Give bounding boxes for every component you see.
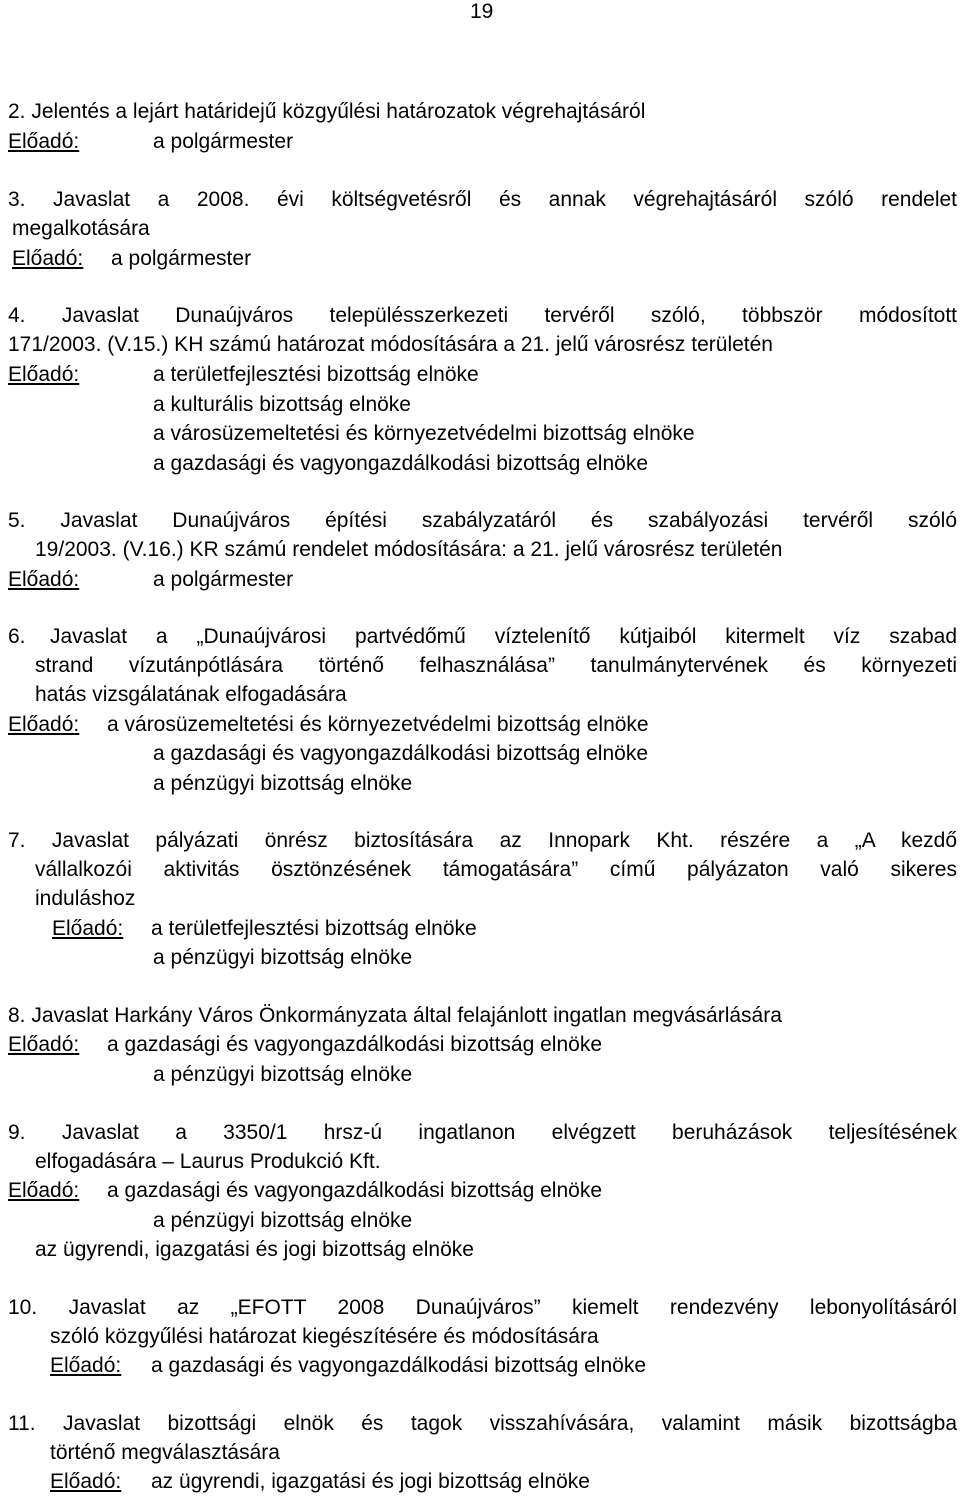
presenter-label: Előadó: [8, 130, 80, 153]
presenter-label: Előadó: [12, 247, 84, 270]
item-title-line: 4. Javaslat Dunaújváros településszerkezeti tervéről szóló, többször módosított [8, 304, 957, 327]
item-title-line: 3. Javaslat a 2008. évi költségvetésről és annak végrehajtásáról szóló rendelet [8, 188, 957, 211]
item-title-line: hatás vizsgálatának elfogadására [35, 683, 347, 706]
item-title-line: 8. Javaslat Harkány Város Önkormányzata által felajánlott ingatlan megvásárlására [8, 1004, 782, 1027]
presenter: a gazdasági és vagyongazdálkodási bizottság elnöke [153, 742, 649, 765]
presenter: az ügyrendi, igazgatási és jogi bizottság elnöke [151, 1470, 590, 1493]
presenter: a területfejlesztési bizottság elnöke [151, 917, 477, 940]
item-title-line: 5. Javaslat Dunaújváros építési szabályzatáról és szabályozási tervéről szóló [8, 509, 957, 532]
presenter: a pénzügyi bizottság elnöke [153, 1209, 413, 1232]
presenter: a gazdasági és vagyongazdálkodási bizottság elnöke [107, 1179, 603, 1202]
item-title-line: 19/2003. (V.16.) KR számú rendelet módosítására: a 21. jelű városrész területén [35, 538, 783, 561]
presenter-label: Előadó: [8, 1179, 80, 1202]
presenter: a polgármester [153, 568, 294, 591]
item-title-line: strand vízutánpótlására történő felhasználása” tanulmánytervének és környezeti [35, 654, 957, 677]
presenter: a városüzemeltetési és környezetvédelmi bizottság elnöke [107, 713, 649, 736]
presenter: az ügyrendi, igazgatási és jogi bizottság elnöke [35, 1238, 474, 1261]
item-title-line: Javaslat a „Dunaújvárosi partvédőmű víztelenítő kútjaiból kitermelt víz szabad [50, 625, 957, 648]
presenter: a pénzügyi bizottság elnöke [153, 1063, 413, 1086]
presenter: a gazdasági és vagyongazdálkodási bizottság elnöke [151, 1354, 647, 1377]
item-title-line: 2. Jelentés a lejárt határidejű közgyűlési határozatok végrehajtásáról [8, 100, 646, 123]
item-title-line: 10. Javaslat az „EFOTT 2008 Dunaújváros” kiemelt rendezvény lebonyolításáról [8, 1296, 957, 1319]
item-title-line: 171/2003. (V.15.) KH számú határozat módosítására a 21. jelű városrész területén [8, 333, 773, 356]
presenter-label: Előadó: [52, 917, 124, 940]
presenter: a gazdasági és vagyongazdálkodási bizottság elnöke [153, 452, 649, 475]
presenter-label: Előadó: [50, 1470, 122, 1493]
presenter-label: Előadó: [8, 713, 80, 736]
presenter: a polgármester [153, 130, 294, 153]
presenter-label: Előadó: [8, 363, 80, 386]
item-title-line: induláshoz [35, 887, 136, 910]
item-number: 6. [8, 625, 26, 648]
presenter-label: Előadó: [8, 568, 80, 591]
item-title-line: szóló közgyűlési határozat kiegészítésére és módosítására [50, 1325, 599, 1348]
presenter: a területfejlesztési bizottság elnöke [153, 363, 479, 386]
presenter-label: Előadó: [50, 1354, 122, 1377]
item-title-line: 7. Javaslat pályázati önrész biztosítására az Innopark Kht. részére a „A kezdő [8, 829, 957, 852]
presenter: a városüzemeltetési és környezetvédelmi bizottság elnöke [153, 422, 695, 445]
item-title-line: 9. Javaslat a 3350/1 hrsz-ú ingatlanon elvégzett beruházások teljesítésének [8, 1121, 957, 1144]
item-title-line: megalkotására [12, 217, 150, 240]
presenter: a pénzügyi bizottság elnöke [153, 946, 413, 969]
presenter-label: Előadó: [8, 1033, 80, 1056]
item-title-line: elfogadására – Laurus Produkció Kft. [35, 1150, 381, 1173]
presenter: a pénzügyi bizottság elnöke [153, 772, 413, 795]
item-title-line: vállalkozói aktivitás ösztönzésének támogatására” című pályázaton való sikeres [35, 858, 957, 881]
presenter: a gazdasági és vagyongazdálkodási bizottság elnöke [107, 1033, 603, 1056]
item-title-line: történő megválasztására [50, 1441, 280, 1464]
presenter: a kulturális bizottság elnöke [153, 393, 411, 416]
page-number: 19 [470, 0, 494, 23]
item-title-line: 11. Javaslat bizottsági elnök és tagok visszahívására, valamint másik bizottságba [8, 1412, 957, 1435]
presenter: a polgármester [111, 247, 252, 270]
